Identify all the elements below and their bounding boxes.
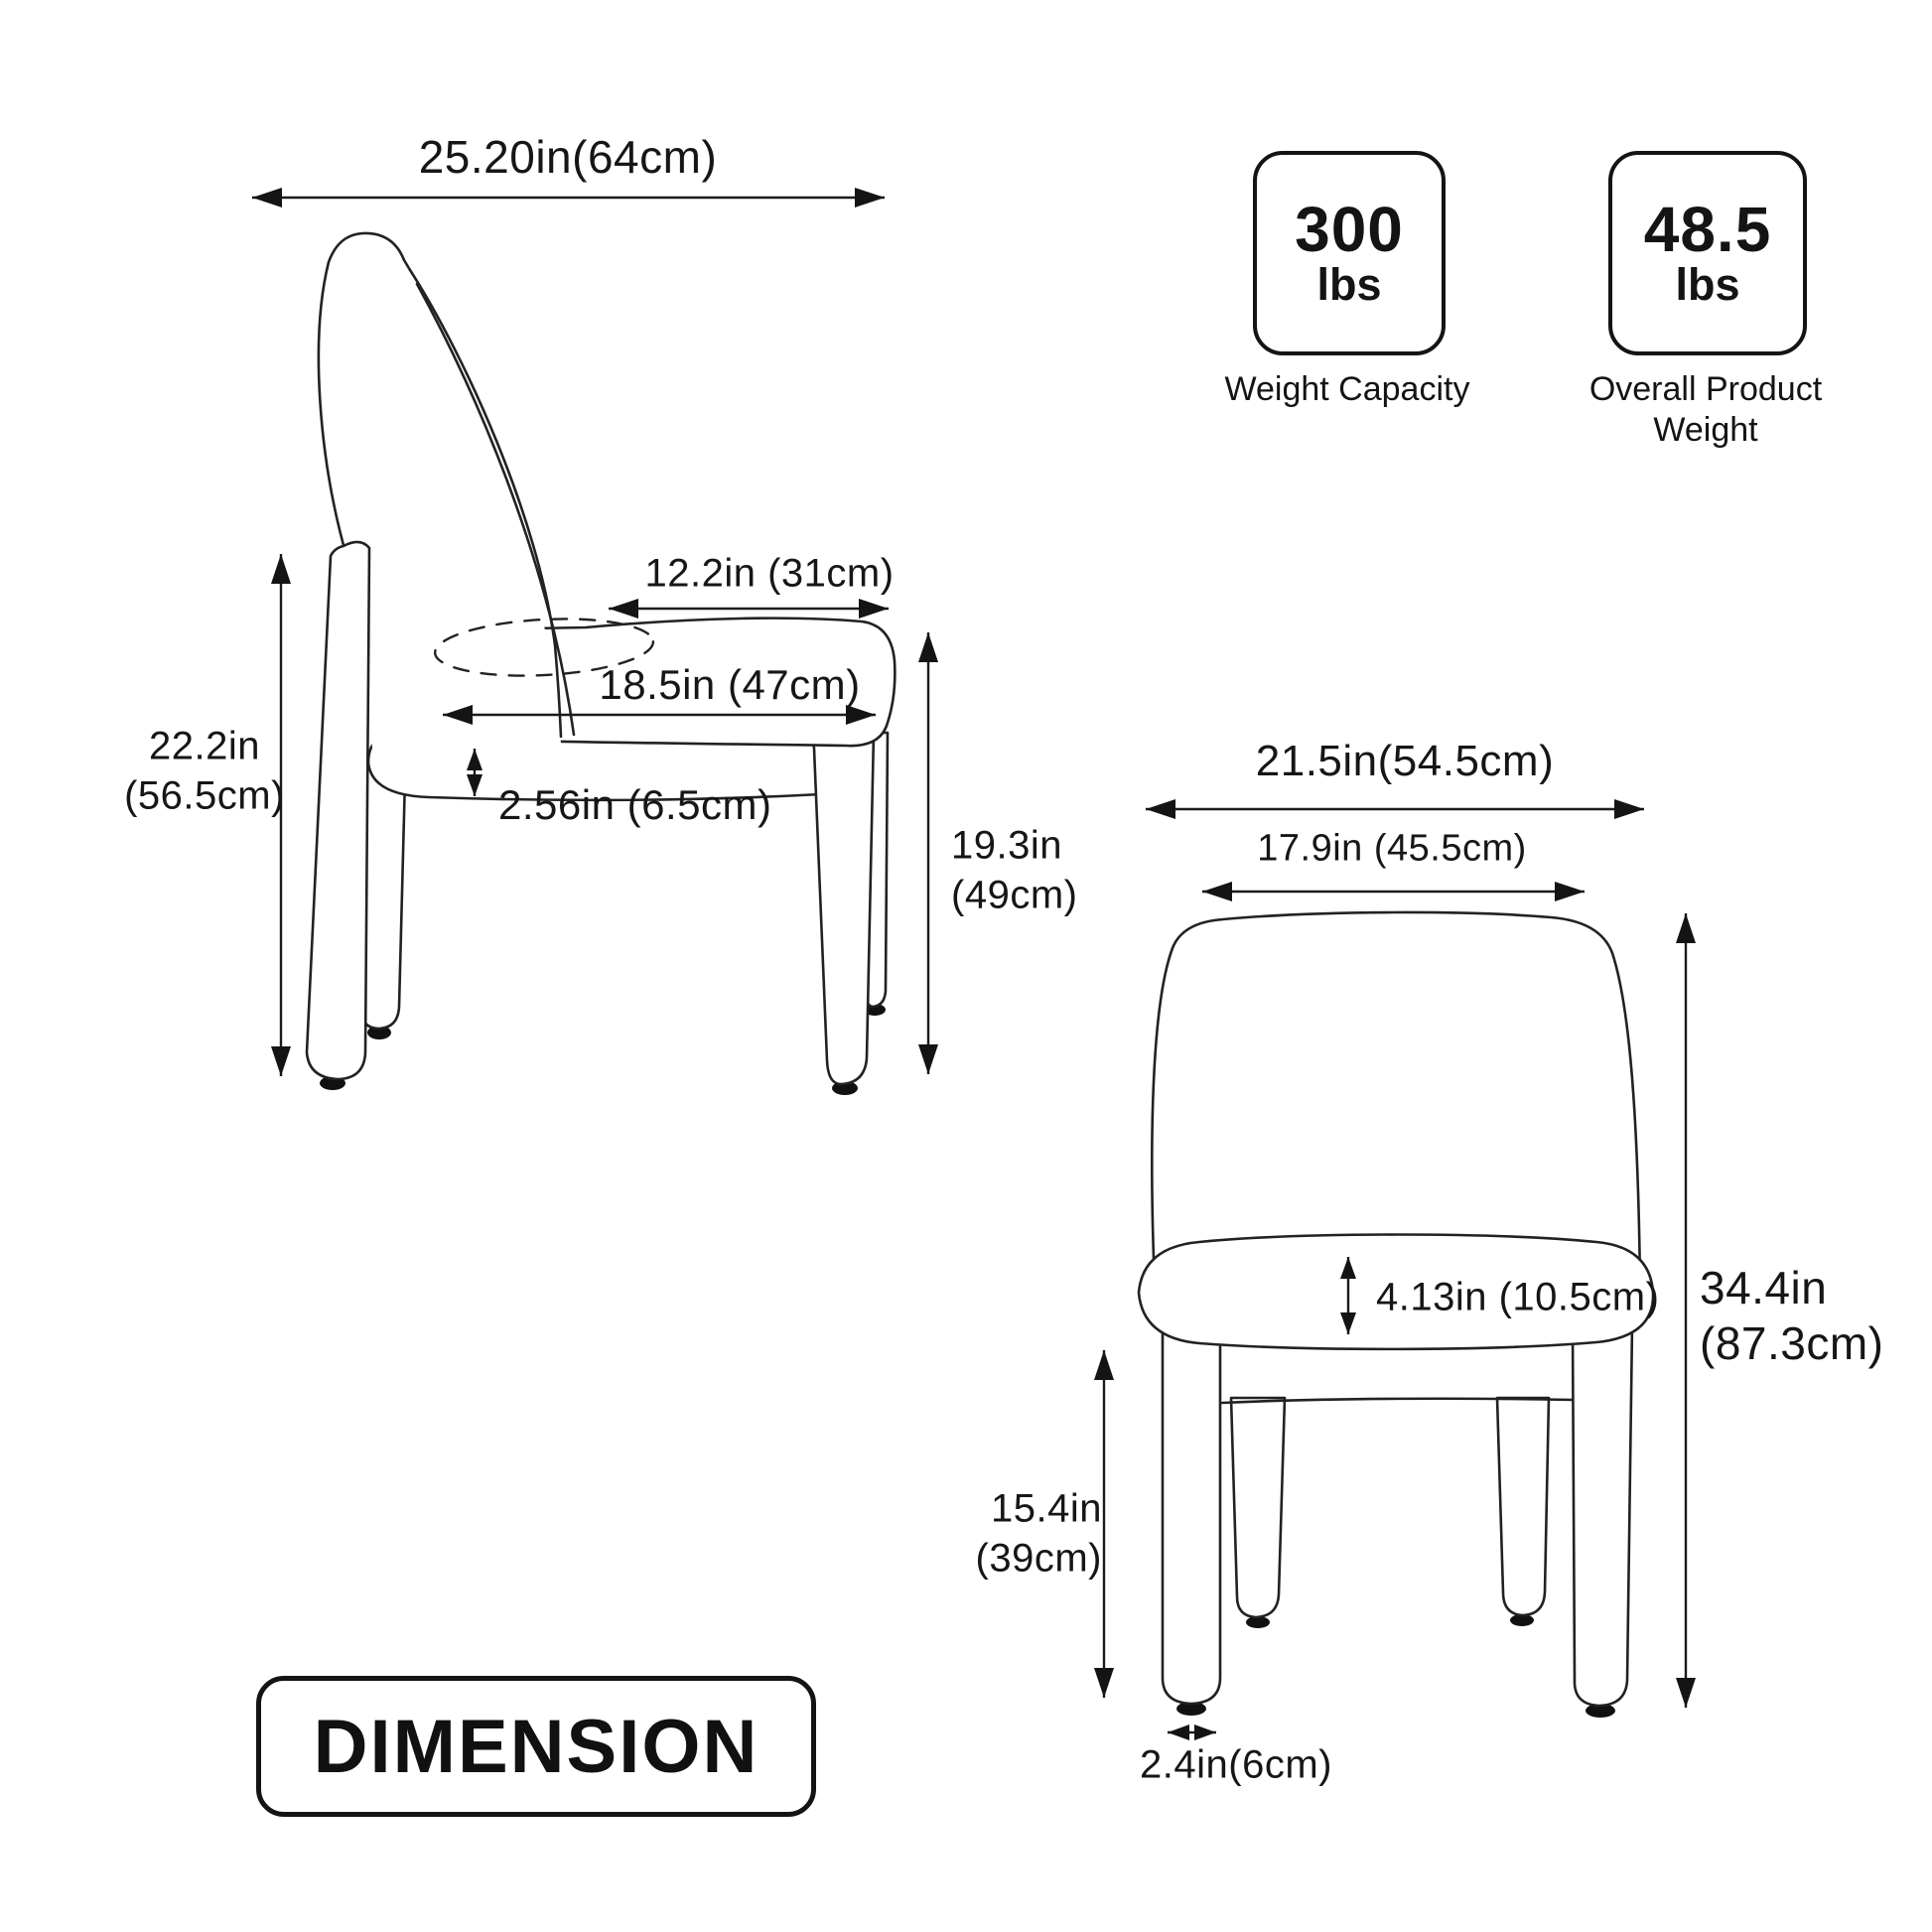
front-overall-height-label-cm: (87.3cm) (1700, 1316, 1884, 1369)
front-leg-height-label-cm: (39cm) (975, 1536, 1102, 1581)
side-seat-depth-label: 18.5in (47cm) (599, 661, 861, 709)
side-seat-height-label-cm: (49cm) (951, 873, 1078, 917)
weight-capacity-unit: lbs (1316, 259, 1382, 311)
product-weight-badge (1608, 151, 1807, 355)
front-backrest-width-label: 17.9in (45.5cm) (1257, 827, 1527, 870)
side-seat-frame-thickness-label: 2.56in (6.5cm) (498, 781, 772, 829)
side-overall-depth-label: 25.20in(64cm) (418, 130, 718, 183)
product-weight-caption: Overall Product Weight (1588, 370, 1823, 450)
side-seat-height-label-in: 19.3in (951, 823, 1062, 868)
weight-capacity-badge (1253, 151, 1446, 355)
front-overall-height-label-in: 34.4in (1700, 1261, 1828, 1313)
weight-capacity-value: 300 (1295, 194, 1404, 266)
front-leg-height-label-in: 15.4in (991, 1486, 1102, 1531)
side-backrest-depth-label: 12.2in (31cm) (644, 551, 895, 596)
side-back-height-label-in: 22.2in (149, 724, 260, 768)
dimension-title-box (256, 1676, 816, 1817)
front-seat-thickness-label: 4.13in (10.5cm) (1376, 1275, 1660, 1319)
side-back-height-label-cm: (56.5cm) (124, 773, 285, 818)
weight-capacity-caption: Weight Capacity (1224, 370, 1470, 408)
product-weight-value: 48.5 (1643, 194, 1772, 266)
front-overall-width-label: 21.5in(54.5cm) (1255, 737, 1555, 786)
front-leg-width-label: 2.4in(6cm) (1140, 1742, 1332, 1787)
product-weight-unit: lbs (1675, 259, 1740, 311)
dimension-title: DIMENSION (313, 1704, 759, 1789)
